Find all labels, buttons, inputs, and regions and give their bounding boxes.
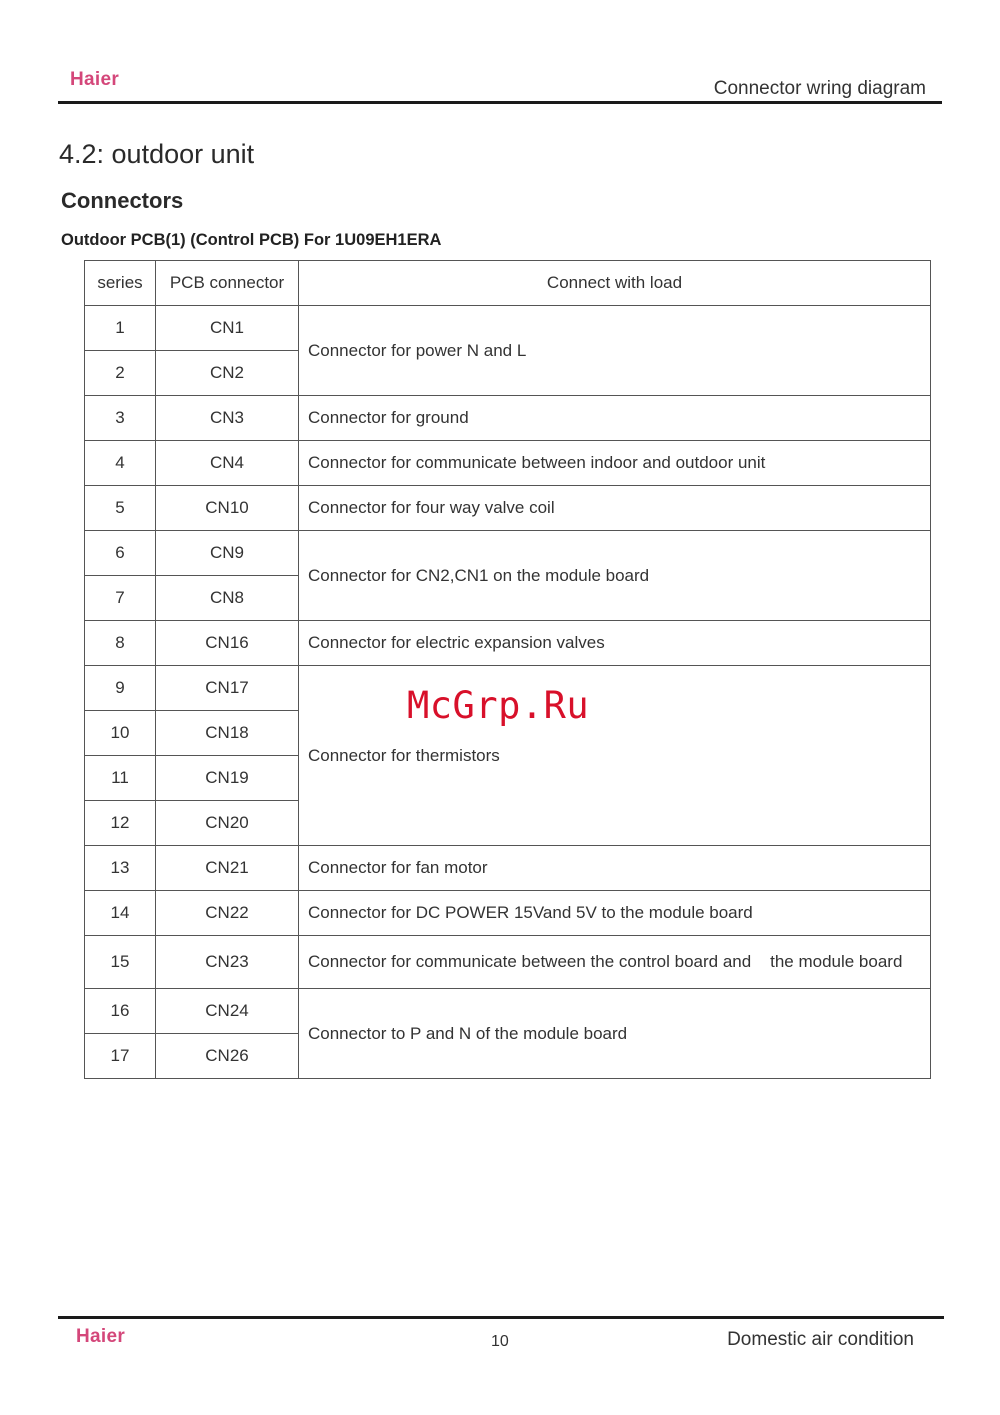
watermark: McGrp.Ru: [407, 684, 590, 727]
series-cell: 17: [85, 1034, 156, 1079]
connector-cell: CN24: [156, 989, 299, 1034]
header-pcb-connector: PCB connector: [156, 261, 299, 306]
series-cell: 12: [85, 801, 156, 846]
series-cell: 5: [85, 486, 156, 531]
subsection-title: Connectors: [61, 188, 184, 213]
connector-cell: CN18: [156, 711, 299, 756]
table-row: [85, 531, 931, 576]
header-series: series: [85, 261, 156, 306]
series-cell: 1: [85, 306, 156, 351]
connector-cell: CN1: [156, 306, 299, 351]
series-cell: 15: [85, 936, 156, 989]
table-row: [85, 396, 931, 441]
series-cell: 13: [85, 846, 156, 891]
connector-cell: CN17: [156, 666, 299, 711]
series-cell: 14: [85, 891, 156, 936]
table-caption: Outdoor PCB(1) (Control PCB) For 1U09EH1ERA: [61, 231, 442, 249]
connector-cell: CN26: [156, 1034, 299, 1079]
table-row: [85, 621, 931, 666]
connector-cell: CN10: [156, 486, 299, 531]
table-header-row: [85, 261, 931, 306]
footer-title: Domestic air condition: [727, 1329, 914, 1350]
connector-cell: CN8: [156, 576, 299, 621]
haier-logo-footer: Haier: [76, 1326, 126, 1347]
page-number: 10: [491, 1333, 509, 1350]
series-cell: 2: [85, 351, 156, 396]
connector-table: [84, 260, 931, 1079]
connector-cell: CN9: [156, 531, 299, 576]
load-cell: Connector for CN2,CN1 on the module board: [299, 531, 931, 621]
connector-cell: CN23: [156, 936, 299, 989]
connector-cell: CN16: [156, 621, 299, 666]
load-cell: Connector for fan motor: [299, 846, 931, 891]
series-cell: 4: [85, 441, 156, 486]
connector-cell: CN4: [156, 441, 299, 486]
connector-cell: CN19: [156, 756, 299, 801]
load-cell: Connector for thermistors: [299, 666, 931, 846]
load-cell: Connector for power N and L: [299, 306, 931, 396]
load-cell: Connector for DC POWER 15Vand 5V to the module board: [299, 891, 931, 936]
connector-cell: CN3: [156, 396, 299, 441]
header-title: Connector wring diagram: [713, 78, 926, 99]
load-cell: Connector to P and N of the module board: [299, 989, 931, 1079]
series-cell: 3: [85, 396, 156, 441]
table-row: [85, 486, 931, 531]
load-cell: Connector for electric expansion valves: [299, 621, 931, 666]
load-cell: Connector for communicate between the control board and the module board: [299, 936, 931, 989]
series-cell: 10: [85, 711, 156, 756]
load-cell: Connector for communicate between indoor and outdoor unit: [299, 441, 931, 486]
series-cell: 8: [85, 621, 156, 666]
haier-logo: Haier: [70, 69, 120, 90]
section-title: 4.2: outdoor unit: [59, 139, 255, 169]
footer-divider: [58, 1316, 944, 1319]
series-cell: 11: [85, 756, 156, 801]
table-row: [85, 441, 931, 486]
series-cell: 7: [85, 576, 156, 621]
series-cell: 16: [85, 989, 156, 1034]
connector-cell: CN22: [156, 891, 299, 936]
header-divider: [58, 101, 942, 104]
table-row: [85, 846, 931, 891]
series-cell: 6: [85, 531, 156, 576]
table-row: [85, 989, 931, 1034]
header-connect-with-load: Connect with load: [299, 261, 931, 306]
table-row: [85, 891, 931, 936]
connector-cell: CN21: [156, 846, 299, 891]
table-row: [85, 936, 931, 989]
connector-cell: CN20: [156, 801, 299, 846]
table-row: [85, 306, 931, 351]
connector-cell: CN2: [156, 351, 299, 396]
series-cell: 9: [85, 666, 156, 711]
load-cell: Connector for four way valve coil: [299, 486, 931, 531]
load-cell: Connector for ground: [299, 396, 931, 441]
